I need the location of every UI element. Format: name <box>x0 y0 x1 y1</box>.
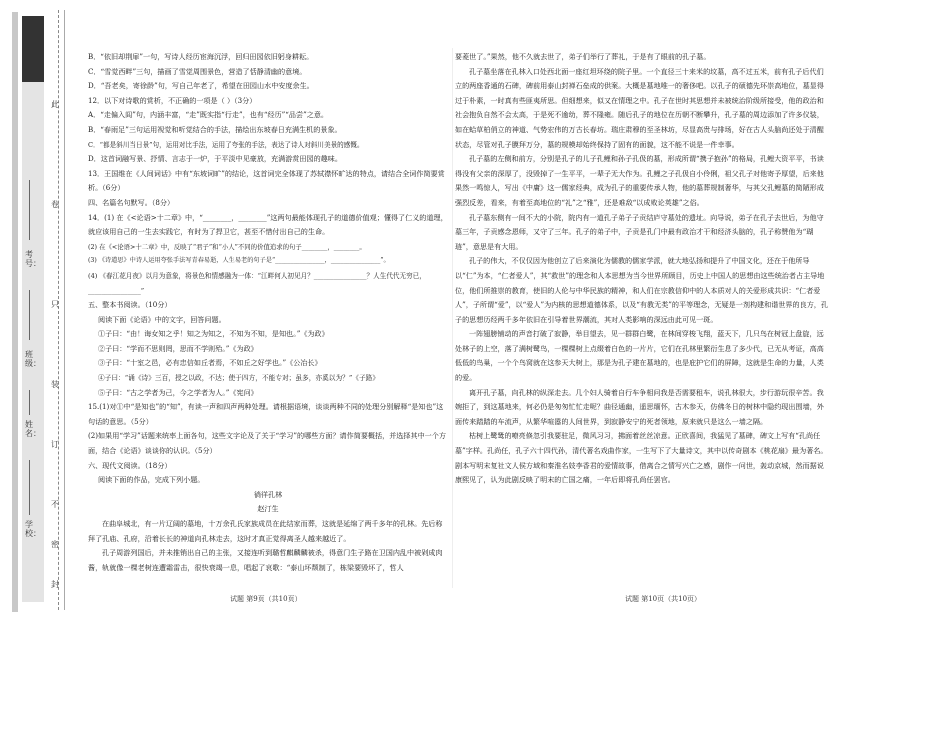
option-a: A．“走偏入闾”句，内涵丰富，“走”既实指“行走”，也有“经历”“品尝”之意。 <box>88 110 329 120</box>
binding-margin <box>0 0 68 734</box>
section-4-heading: 四、名篇名句默写。（8分） <box>88 197 175 207</box>
question-15-2: (2)如果用“学习”话题来统率上面各句，这些文字论及了关于“学习”的哪些方面？请作简要概括，并选择其中一个方面，结合《论语》谈谈你的认识。（5分） <box>88 431 446 456</box>
seal-char: 订 <box>51 440 59 449</box>
exam-number-field[interactable]: 考号： <box>25 250 41 268</box>
article-paragraph: 孔子墓坐落在孔林入口处西北面一座红坦环绕的院子里。一个直径三十来米的坟墓，高不过五米，前有孔子后代们立的两座香通的石碑，碑前用泰山封禅石垒成的供案。大概是墓地唯一的奢侈吧。以孔子的硕德先环崇高地位，墓显得过于朴素，一时真有些匪夷所思。但细想来，似又在情理之中。孔子在世时其思想并未被统治阶级所接受，他的政治和社会抱负自然不会太高，于是死不逾幼，葬不隆雍。随后孔子的地位在历朝不断攀升，孔子墓的周边添加了许多仪装，如在蛤草柏俏立的神道、气势宏伟的万古长春坊。瑞庄肃穆的至圣林坊，尽显高贵与排场，好在古人头脑尚还处于清醒状态，尽管对孔子膜拜万分，墓的规模却始终保持了固有的面貌，这不能不说是一件幸事。 <box>455 66 824 149</box>
option-b: B．“春雨足”三句运用视觉和听觉结合的手法，描绘出东坡春日充满生机的景象。 <box>88 124 342 134</box>
article-author: 赵汀生 <box>257 504 279 514</box>
question-14-1: 14．(1) 在《<论语>十二章》中，“________，________”这两句最能体现孔子的道德价值观；懂得了仁义的道理，就应该用自己的一生去实践它，有时为了捍卫它，甚至不惜付出自己的生命。 <box>88 212 448 237</box>
article-paragraph: 孔子墓的左侧和前方，分别是孔子的儿子孔鲤和孙子孔伋的墓，形成所谓“携子抱孙”的格局，孔鲤大资平平，书读得没有父亲的深厚了，没毁掉了一生平平，一辈子无大作为。孔鲤之子孔伋自小伶俐，祖父孔子对他寄予厚望，后来他果然一鸣惊人，写出《中庸》这一儒家经典，成为孔子的重要传承人物，他的墓葬规制奢华，与其父孔鲤墓的简陋形成强烈反差，看来，有着至高地位的“礼”之“雅”，还是难敌“以成败论英雄”之俗。 <box>455 154 824 207</box>
school-field[interactable]: 学校： <box>25 520 41 538</box>
question-14-4: (4) 《春江花月夜》以月为意象，将景色和情感融为一体：“江畔何人初见月？________________？人生代代无穷已，________________” <box>88 271 426 295</box>
option-d: D．“吾老矣，寄徐龄”句，写自己年老了，希望在田园山水中安度余生。 <box>88 81 314 91</box>
option-d: D．这首词融写景、抒情、言志于一炉，于平淡中见豪放，充满游赏田园的趣味。 <box>88 154 342 164</box>
page-footer-left: 试题 第9页（共10页） <box>230 595 302 603</box>
seal-char: 装 <box>51 380 59 389</box>
class-field[interactable]: 班级： <box>25 350 41 368</box>
left-column <box>88 50 448 575</box>
quote-4: ④子曰：“诵《诗》三百，授之以政，不达；使于四方，不能专对；虽多，亦奚以为？”《子路》 <box>98 374 380 383</box>
name-field[interactable]: 姓名： <box>25 420 41 438</box>
binding-strip <box>12 12 18 612</box>
option-b: B．“依旧却荆扉”一句，写诗人经历宦海沉浮，回归田园依旧躬身耕耘。 <box>88 52 314 61</box>
page-footer-right: 试题 第10页（共10页） <box>625 595 702 603</box>
article-paragraph: 一阵翅膀铺动的声音打破了寂静，举目望去，见一群群白鹭，在林间穿梭飞翔，蓝天下，几只鸟在树冠上盘旋，远处林子的上空，落了满树鹭鸟，一棵棵树上点缀着白色的一片片，它们在孔林里繁衍生息了多少代，已无从考证，高高低低的鸟巢，一个个鸟窝就在这参天大树上，那是为孔子建在墓地的，也是庇护它们的屏障，这就是生命的力量，人类的爱。 <box>455 329 824 383</box>
section-6-heading: 六、现代文阅读。（18分） <box>88 460 172 470</box>
question-15-1: 15.(1)对①中“是知也”的“知”，有读一声和四声两种处理。请根据语境，谈谈两种不同的处理分别解释“是知也”这句话的意思。（5分） <box>88 402 444 426</box>
option-c: C．“雪觉西畔”三句，描画了雪觉周围景色，营造了恬静清幽的意境。 <box>88 66 307 76</box>
field-line <box>29 290 30 340</box>
section-5-heading: 五、整本书阅读。（10分） <box>88 300 172 310</box>
quote-2: ②子曰：“学而不思则罔，思而不学则殆。”《为政》 <box>98 343 258 353</box>
column-divider <box>452 48 453 588</box>
right-column <box>455 50 830 488</box>
question-12: 12．以下对诗歌的赏析，不正确的一项是（ ）（3分） <box>88 95 257 105</box>
seal-char: 不 <box>51 500 59 509</box>
option-c: C．“都是斜川当日景”句，运用对比手法，运用了夸张的手法，表达了诗人对斜川美景的感慨。 <box>88 140 364 149</box>
seal-char: 封 <box>51 580 59 589</box>
article-paragraph: 孔子的伟大，不仅仅因为他创立了后来演化为儒教的儒家学派，就大地弘扬和提升了中国文化，还在于他所导以“仁”为本，“仁者爱人”，其“救世”的理念和人本思想为当今世界所顾目，历史上中国人的思想由这些统治者占主导地位，他们所推崇的教育，使旧的人伦与中华民族的精神，和人们在宗教信仰中的人本质对人的关爱形成共识：“仁者爱人”，子所谓“爱”，以“爱人”为内核的思想道德体系，以及“有教无类”的平等理念，无疑是一剂构建和谐世界的良方，孔子的思想历经两千多年依旧在引导着世界潮流，其对人类影响的深远由此可见一斑。 <box>455 256 828 324</box>
seal-char: 此 <box>51 100 59 109</box>
field-line <box>29 180 30 240</box>
seal-char: 只 <box>51 300 59 309</box>
reading-instruction: 阅读下面《论语》中的文字，回答问题。 <box>98 314 226 324</box>
quote-3: ③子曰：“十室之邑，必有忠信如丘者焉，不如丘之好学也。”《公冶长》 <box>98 358 322 368</box>
article-title: 徜徉孔林 <box>253 489 283 499</box>
binding-dark-block <box>22 16 44 82</box>
reading-instruction: 阅读下面的作品，完成下列小题。 <box>98 475 205 485</box>
question-14-2: (2) 在《<论语>十二章》中，反映了“君子”和“小人”不同的价值追求的句子________，________。 <box>88 242 366 251</box>
seal-char: 密 <box>51 540 59 549</box>
question-14-3: (3) 《诗道思》中诗人运用夸张手法写青春易逝，人生易老的句子是“________________，________________”。 <box>88 257 390 265</box>
field-line <box>29 390 30 415</box>
quote-1: ①子曰：“由！诲女知之乎！知之为知之，不知为不知，是知也。”《为政》 <box>98 329 329 339</box>
article-paragraph: 在曲阜城北，有一片辽阔的墓地，十万余孔氏家族成员在此结家而葬，这就是延绵了两千多年的孔林。先后称拜了孔庙、孔府，沿着长长的神道向孔林走去，这时才真正觉得离圣人越来越近了。 <box>88 519 443 543</box>
article-paragraph: 枯树上鹭鸶的嘹亮倏忽引我要驻足，微风习习，拂面着丝丝凉意。正欣喜间，我猛见了墓碑，碑文上写有“孔尚任墓”字样。孔尚任，孔子六十四代孙，清代著名戏曲作家，一生写下了大量诗文，其中以传奇剧本《桃花扇》最为著名。剧本写明末复社文人侯方域和秦淮名妓李香君的爱情故事，借离合之情写兴亡之感，剧作一问世，轰动京城，然而据说康熙见了，认为此剧反映了明末的亡国之痛，一年后即将孔尚任罢官。 <box>455 431 828 485</box>
article-paragraph: 孔子墓东侧有一间不大的小院，院内有一道孔子弟子子贡结庐守墓处的遗址。向导说，弟子在孔子去世后，为他守墓三年，子贡感念恩师，又守了三年。孔子的弟子中，子贡是孔门中最有政治才干和经济头脑的，孔子称赞他为“瑚琏”，意思是有大用。 <box>455 212 824 251</box>
question-13: 13．王国维在《人间词话》中有“东坡词旷”的结论，这首词完全体现了苏轼襟怀旷达的特点，请结合全词作简要赏析。（6分） <box>88 168 445 193</box>
field-line <box>29 460 30 515</box>
quote-5: ⑤子曰：“古之学者为己，今之学者为人。”《宪问》 <box>98 387 258 397</box>
article-paragraph: 孔子周游列国后，并未推销出自己的主张，又接连听到璐哲麒麟麟被杀，得意门生子路在卫国内乱中被剁成肉酱，轨就像一棵老树连遭霜雷击，很快衰竭一息，唱起了哀歌：“泰山坏颓制了，栋梁要毁坏了，哲人 <box>88 548 443 572</box>
article-paragraph: 要菱世了。”果然，他不久就去世了，弟子们举行了葬礼，于是有了眼前的孔子墓。 <box>455 52 711 61</box>
seal-line <box>64 10 65 610</box>
seal-char: 卷 <box>51 200 59 209</box>
article-paragraph: 离开孔子墓，向孔林的纵深走去。几个妇人骑着自行车争相问我是否需要租车，说孔林很大，步行游玩很辛苦。我婉拒了，到这墓地来，何必仍是匆匆忙忙走呢？曲径通幽，遥思缅怀，古木参天，仿佛冬日的树林中隐约现出围墙，外面传来踏踏的车流声，从繁华喧嚣的人间世界，到寂静安宁的死者领地，原来就只是这么一墙之隔。 <box>455 387 824 426</box>
